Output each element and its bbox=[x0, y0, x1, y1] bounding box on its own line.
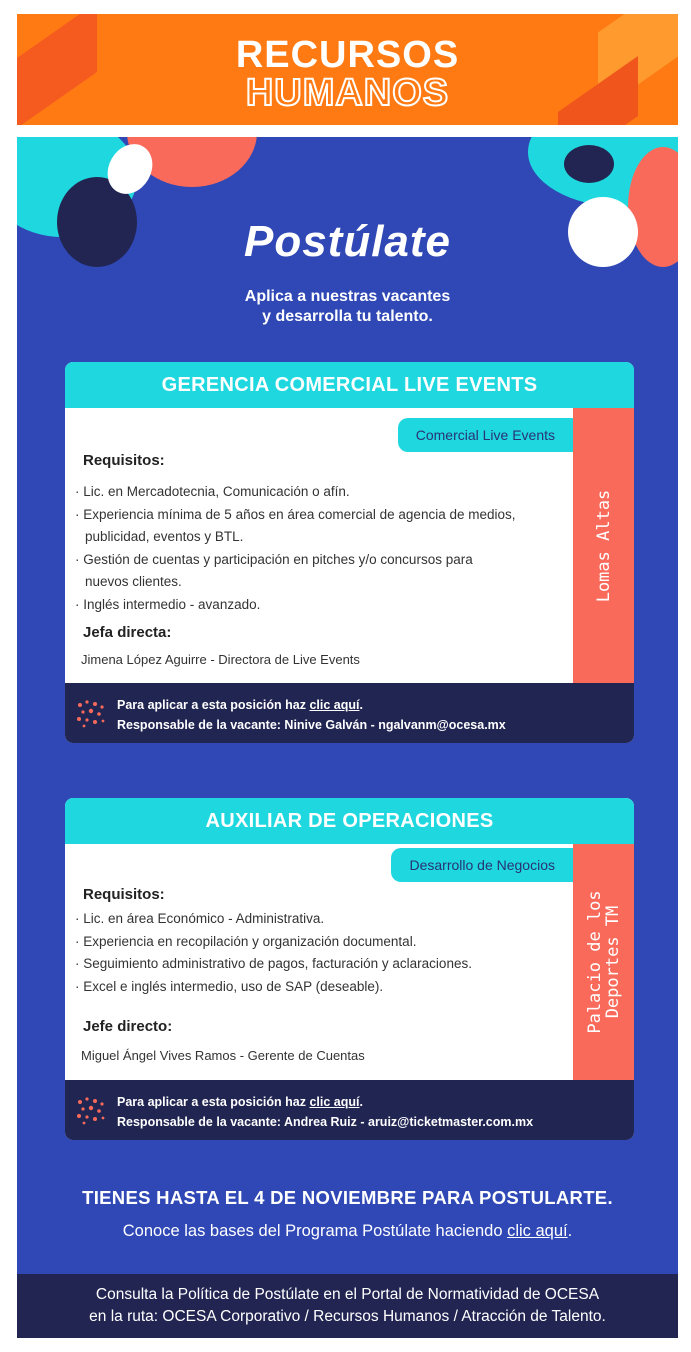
location-strip bbox=[573, 844, 634, 1080]
boss-heading: Jefe directo: bbox=[83, 1018, 173, 1035]
footer-line2: en la ruta: OCESA Corporativo / Recursos Humanos / Atracción de Talento. bbox=[89, 1308, 606, 1325]
apply-suffix: . bbox=[359, 698, 363, 712]
confetti-icon bbox=[75, 1094, 107, 1126]
boss-heading: Jefa directa: bbox=[83, 624, 172, 641]
job-title: AUXILIAR DE OPERACIONES bbox=[65, 798, 634, 844]
department-tag: Comercial Live Events bbox=[398, 418, 573, 452]
requirements-list bbox=[75, 481, 516, 617]
header-banner bbox=[17, 14, 678, 125]
requirement-item: · Seguimiento administrativo de pagos, facturación y aclaraciones. bbox=[75, 956, 472, 972]
requirements-list bbox=[75, 908, 472, 998]
footer-line1: Consulta la Política de Postúlate en el Portal de Normatividad de OCESA bbox=[95, 1286, 600, 1303]
vacancy-contact: Responsable de la vacante: Andrea Ruiz - aruiz@ticketmaster.com.mx bbox=[117, 1115, 534, 1129]
policy-footer bbox=[17, 1274, 678, 1338]
deadline-notice: TIENES HASTA EL 4 DE NOVIEMBRE PARA POSTULARTE. bbox=[82, 1187, 613, 1208]
bases-prefix: Conoce las bases del Programa Postúlate haciendo bbox=[122, 1222, 508, 1240]
location-label bbox=[586, 890, 622, 1033]
apply-footer bbox=[65, 683, 634, 743]
boss-name: Jimena López Aguirre - Directora de Live Events bbox=[81, 652, 360, 667]
department-tag: Desarrollo de Negocios bbox=[391, 848, 573, 882]
job-card bbox=[65, 798, 634, 1140]
bases-link[interactable]: clic aquí bbox=[507, 1222, 568, 1240]
apply-text bbox=[117, 695, 506, 735]
vacancy-contact: Responsable de la vacante: Ninive Galván - ngalvanm@ocesa.mx bbox=[117, 718, 506, 732]
requirement-item: publicidad, eventos y BTL. bbox=[85, 529, 244, 545]
location-label: Lomas Altas bbox=[593, 489, 614, 602]
apply-link[interactable]: clic aquí bbox=[309, 698, 360, 712]
apply-prefix: Para aplicar a esta posición haz bbox=[117, 1095, 310, 1109]
requirements-heading: Requisitos: bbox=[83, 452, 165, 469]
requirement-item: nuevos clientes. bbox=[85, 574, 182, 590]
apply-suffix: . bbox=[359, 1095, 363, 1109]
requirement-item: · Lic. en área Económico - Administrativa. bbox=[75, 911, 325, 926]
header-subtitle: HUMANOS bbox=[245, 72, 450, 114]
tagline-line2: y desarrolla tu talento. bbox=[262, 308, 433, 325]
apply-link[interactable]: clic aquí bbox=[309, 1095, 360, 1109]
postulate-logo: Postúlate bbox=[243, 217, 452, 266]
location-line2: Deportes TM bbox=[602, 905, 623, 1019]
decor-blob bbox=[564, 145, 614, 183]
tagline bbox=[17, 287, 678, 327]
requirement-item: · Lic. en Mercadotecnia, Comunicación o afín. bbox=[75, 484, 350, 499]
requirement-item: · Gestión de cuentas y participación en pitches y/o concursos para bbox=[75, 551, 473, 567]
boss-name: Miguel Ángel Vives Ramos - Gerente de Cuentas bbox=[81, 1048, 365, 1063]
job-body bbox=[65, 408, 634, 683]
tagline-line1: Aplica a nuestras vacantes bbox=[244, 288, 451, 305]
job-card bbox=[65, 362, 634, 743]
requirement-item: · Experiencia mínima de 5 años en área comercial de agencia de medios, bbox=[75, 506, 516, 522]
bases-text bbox=[17, 1222, 678, 1241]
requirement-item: · Experiencia en recopilación y organización documental. bbox=[75, 933, 417, 949]
requirement-item: · Inglés intermedio - avanzado. bbox=[75, 596, 261, 612]
apply-text bbox=[117, 1092, 533, 1132]
requirements-heading: Requisitos: bbox=[83, 886, 165, 903]
bases-suffix: . bbox=[567, 1222, 573, 1240]
requirement-item: · Excel e inglés intermedio, uso de SAP (deseable). bbox=[75, 978, 384, 994]
location-strip bbox=[573, 408, 634, 683]
header-title: RECURSOS bbox=[235, 34, 460, 76]
job-title: GERENCIA COMERCIAL LIVE EVENTS bbox=[65, 362, 634, 408]
main-panel bbox=[17, 137, 678, 1274]
job-body bbox=[65, 844, 634, 1080]
apply-footer bbox=[65, 1080, 634, 1140]
location-line1: Palacio de los bbox=[584, 890, 605, 1034]
confetti-icon bbox=[75, 697, 107, 729]
apply-prefix: Para aplicar a esta posición haz bbox=[117, 698, 310, 712]
